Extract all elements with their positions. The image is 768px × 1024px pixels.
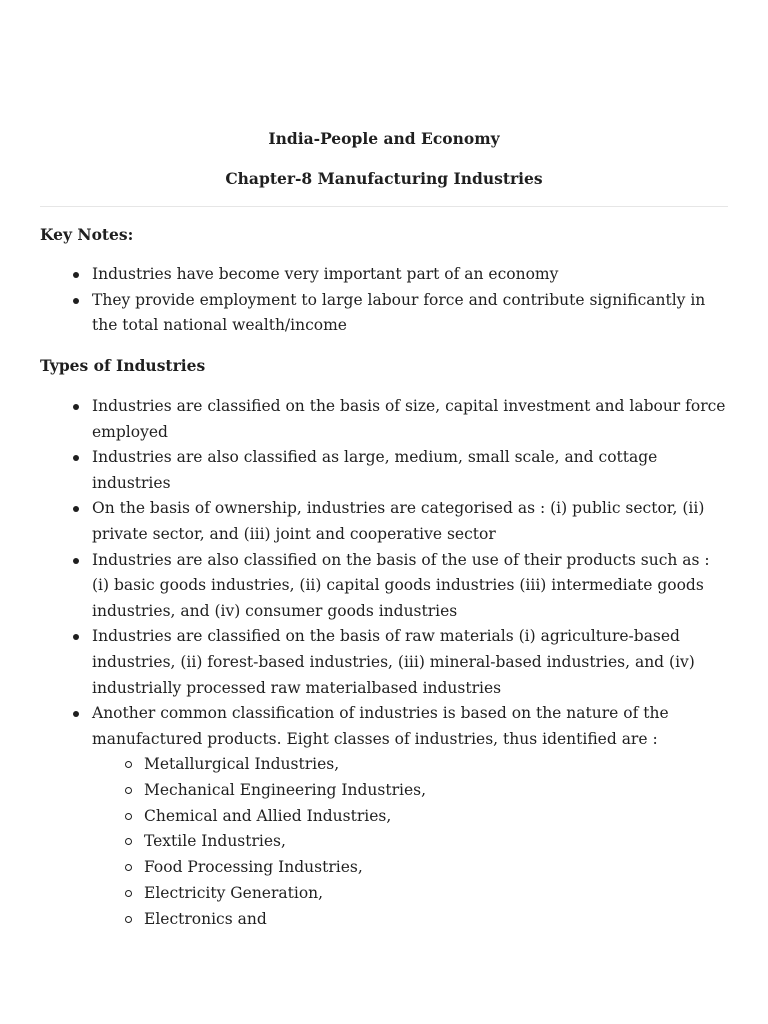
key-notes-heading: Key Notes: bbox=[40, 225, 134, 244]
sub-list-item: Electronics and bbox=[144, 907, 728, 933]
sub-list-item: Electricity Generation, bbox=[144, 881, 728, 907]
document-title: India-People and Economy bbox=[268, 129, 500, 148]
sub-list-item: Metallurgical Industries, bbox=[144, 752, 728, 778]
sub-list-item: Textile Industries, bbox=[144, 829, 728, 855]
list-item: Industries are classified on the basis of size, capital investment and labour force employed bbox=[92, 394, 728, 445]
key-notes-list bbox=[40, 262, 728, 339]
types-heading: Types of Industries bbox=[40, 356, 206, 375]
list-item: Industries are also classified on the basis of the use of their products such as : (i) basic goods industries, (ii) capital goods industries (iii) intermediate goods industries, and (iv) consumer goods industries bbox=[92, 548, 728, 625]
list-item: Industries are classified on the basis of raw materials (i) agriculture-based industries, (ii) forest-based industries, (iii) mineral-based industries, and (iv) industrially processed raw materialbased industries bbox=[92, 624, 728, 701]
list-item: Industries are also classified as large, medium, small scale, and cottage industries bbox=[92, 445, 728, 496]
list-item: On the basis of ownership, industries are categorised as : (i) public sector, (ii) private sector, and (iii) joint and cooperative sector bbox=[92, 496, 728, 547]
sub-list-item: Food Processing Industries, bbox=[144, 855, 728, 881]
list-item-text: Another common classification of industries is based on the nature of the manufactured products. Eight classes of industries, thus identified are : bbox=[92, 704, 669, 748]
list-item: They provide employment to large labour force and contribute significantly in the total national wealth/income bbox=[92, 288, 728, 339]
types-list bbox=[40, 394, 728, 932]
sub-list-item: Chemical and Allied Industries, bbox=[144, 804, 728, 830]
chapter-title: Chapter-8 Manufacturing Industries bbox=[225, 169, 543, 188]
industry-classes-list bbox=[92, 752, 728, 932]
sub-list-item: Mechanical Engineering Industries, bbox=[144, 778, 728, 804]
title-divider bbox=[40, 206, 728, 207]
list-item-with-sublist bbox=[92, 701, 728, 932]
list-item: Industries have become very important part of an economy bbox=[92, 262, 728, 288]
